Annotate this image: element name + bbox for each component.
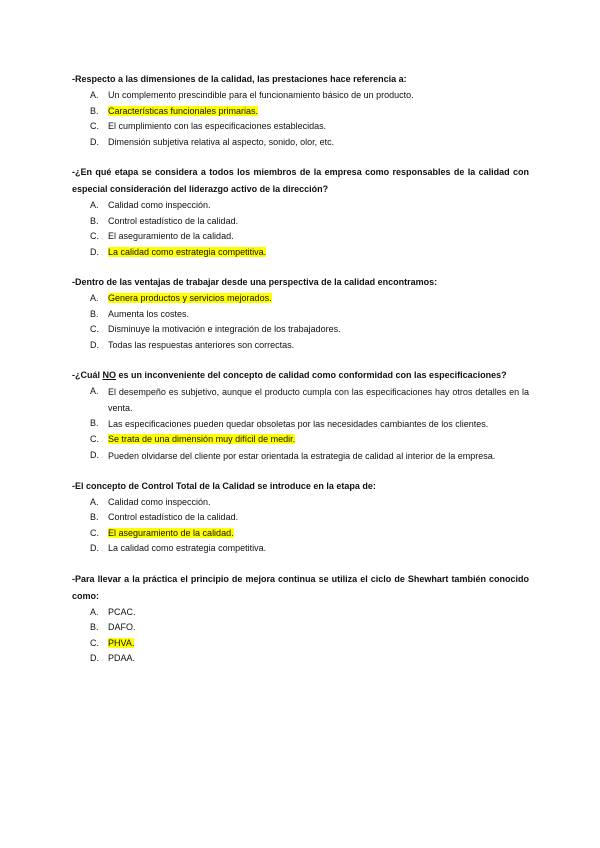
- option-letter: C.: [90, 527, 99, 538]
- option-c: [72, 526, 529, 542]
- option-letter: C.: [90, 121, 99, 131]
- option-letter: A.: [90, 293, 99, 303]
- option-text: Un complemento prescindible para el funcionamiento básico de un producto.: [108, 90, 414, 100]
- option-letter: D.: [90, 136, 99, 147]
- option-a: [72, 198, 529, 214]
- option-letter: D.: [90, 449, 99, 460]
- option-text: PDAA.: [108, 653, 136, 663]
- option-letter: B.: [90, 622, 99, 632]
- option-b: [72, 104, 529, 120]
- options-list: [72, 88, 529, 150]
- option-a: [72, 88, 529, 104]
- option-c: [72, 119, 529, 135]
- option-d: [72, 245, 529, 261]
- option-b: [72, 620, 529, 636]
- question-5: [72, 478, 529, 557]
- option-letter: B.: [90, 105, 99, 116]
- option-a: [72, 384, 529, 416]
- question-4: [72, 367, 529, 464]
- option-b: [72, 307, 529, 323]
- option-b: [72, 214, 529, 230]
- option-letter: B.: [90, 215, 99, 226]
- option-text-highlighted: Genera productos y servicios mejorados.: [108, 293, 272, 303]
- option-text: La calidad como estrategia competitiva.: [108, 543, 267, 553]
- question-text: -¿En qué etapa se considera a todos los miembros de la empresa como responsables de la calidad con especial consideración del liderazgo activo de la dirección?: [72, 167, 529, 194]
- question-2: [72, 164, 529, 260]
- option-letter: D.: [90, 339, 99, 350]
- option-letter: B.: [90, 308, 99, 319]
- option-c: [72, 322, 529, 338]
- option-letter: C.: [90, 324, 99, 334]
- option-text: El cumplimiento con las especificaciones establecidas.: [108, 121, 327, 131]
- option-letter: A.: [90, 496, 99, 507]
- option-text: Control estadístico de la calidad.: [108, 215, 239, 226]
- option-letter: D.: [90, 246, 99, 257]
- question-text-underlined: NO: [102, 370, 116, 380]
- options-list: [72, 291, 529, 353]
- option-c: [72, 636, 529, 652]
- option-letter: C.: [90, 434, 99, 444]
- question-text: -Respecto a las dimensiones de la calidad, las prestaciones hace referencia a:: [72, 74, 407, 84]
- option-text-highlighted: PHVA.: [108, 637, 135, 648]
- option-c: [72, 432, 529, 448]
- question-3: [72, 274, 529, 353]
- option-letter: A.: [90, 386, 99, 396]
- quiz-content: [72, 71, 529, 681]
- options-list: [72, 495, 529, 557]
- options-list: [72, 384, 529, 464]
- option-text: DAFO.: [108, 622, 136, 632]
- option-text: PCAC.: [108, 606, 136, 617]
- option-text: Las especificaciones pueden quedar obsoletas por las necesidades cambiantes de los clientes.: [108, 419, 489, 429]
- question-text-start: -¿Cuál: [72, 370, 103, 380]
- option-text-highlighted: Se trata de una dimensión muy difícil de medir.: [108, 434, 296, 444]
- option-d: [72, 135, 529, 151]
- option-a: [72, 605, 529, 621]
- option-letter: D.: [90, 653, 99, 663]
- question-text: [72, 367, 529, 384]
- option-b: [72, 416, 529, 432]
- question-text-end: es un inconveniente del concepto de calidad como conformidad con las especificaciones?: [116, 370, 507, 380]
- option-text: Calidad como inspección.: [108, 200, 211, 210]
- option-letter: C.: [90, 637, 99, 648]
- option-a: [72, 495, 529, 511]
- option-letter: A.: [90, 90, 99, 100]
- option-text: Dimensión subjetiva relativa al aspecto, sonido, olor, etc.: [108, 136, 335, 147]
- option-d: [72, 448, 529, 464]
- option-text-highlighted: Características funcionales primarias.: [108, 105, 259, 116]
- option-text: El desempeño es subjetivo, aunque el producto cumpla con las especificaciones hay otros detalles en la venta.: [108, 387, 529, 413]
- option-text: Control estadístico de la calidad.: [108, 512, 239, 522]
- option-text: El aseguramiento de la calidad.: [108, 231, 234, 241]
- option-c: [72, 229, 529, 245]
- options-list: [72, 605, 529, 667]
- option-text: Disminuye la motivación e integración de los trabajadores.: [108, 324, 341, 334]
- option-d: [72, 338, 529, 354]
- option-a: [72, 291, 529, 307]
- question-text: -El concepto de Control Total de la Calidad se introduce en la etapa de:: [72, 480, 376, 491]
- option-b: [72, 510, 529, 526]
- option-d: [72, 651, 529, 667]
- option-text: Aumenta los costes.: [108, 308, 190, 319]
- option-text: Pueden olvidarse del cliente por estar orientada la estrategia de calidad al interior de la empresa.: [108, 450, 496, 461]
- option-letter: A.: [90, 200, 99, 210]
- option-letter: C.: [90, 231, 99, 241]
- option-text: Todas las respuestas anteriores son correctas.: [108, 339, 295, 350]
- option-text-highlighted: La calidad como estrategia competitiva.: [108, 246, 267, 257]
- question-text: -Dentro de las ventajas de trabajar desde una perspectiva de la calidad encontramos:: [72, 277, 438, 287]
- option-text-highlighted: El aseguramiento de la calidad.: [108, 527, 234, 538]
- question-text: -Para llevar a la práctica el principio de mejora continua se utiliza el ciclo de Shewhart también conocido como:: [72, 573, 529, 601]
- option-letter: A.: [90, 606, 99, 617]
- option-d: [72, 541, 529, 557]
- option-letter: B.: [90, 418, 99, 428]
- option-text: Calidad como inspección.: [108, 496, 211, 507]
- options-list: [72, 198, 529, 260]
- option-letter: D.: [90, 543, 99, 553]
- option-letter: B.: [90, 512, 99, 522]
- question-1: [72, 71, 529, 150]
- question-6: [72, 571, 529, 667]
